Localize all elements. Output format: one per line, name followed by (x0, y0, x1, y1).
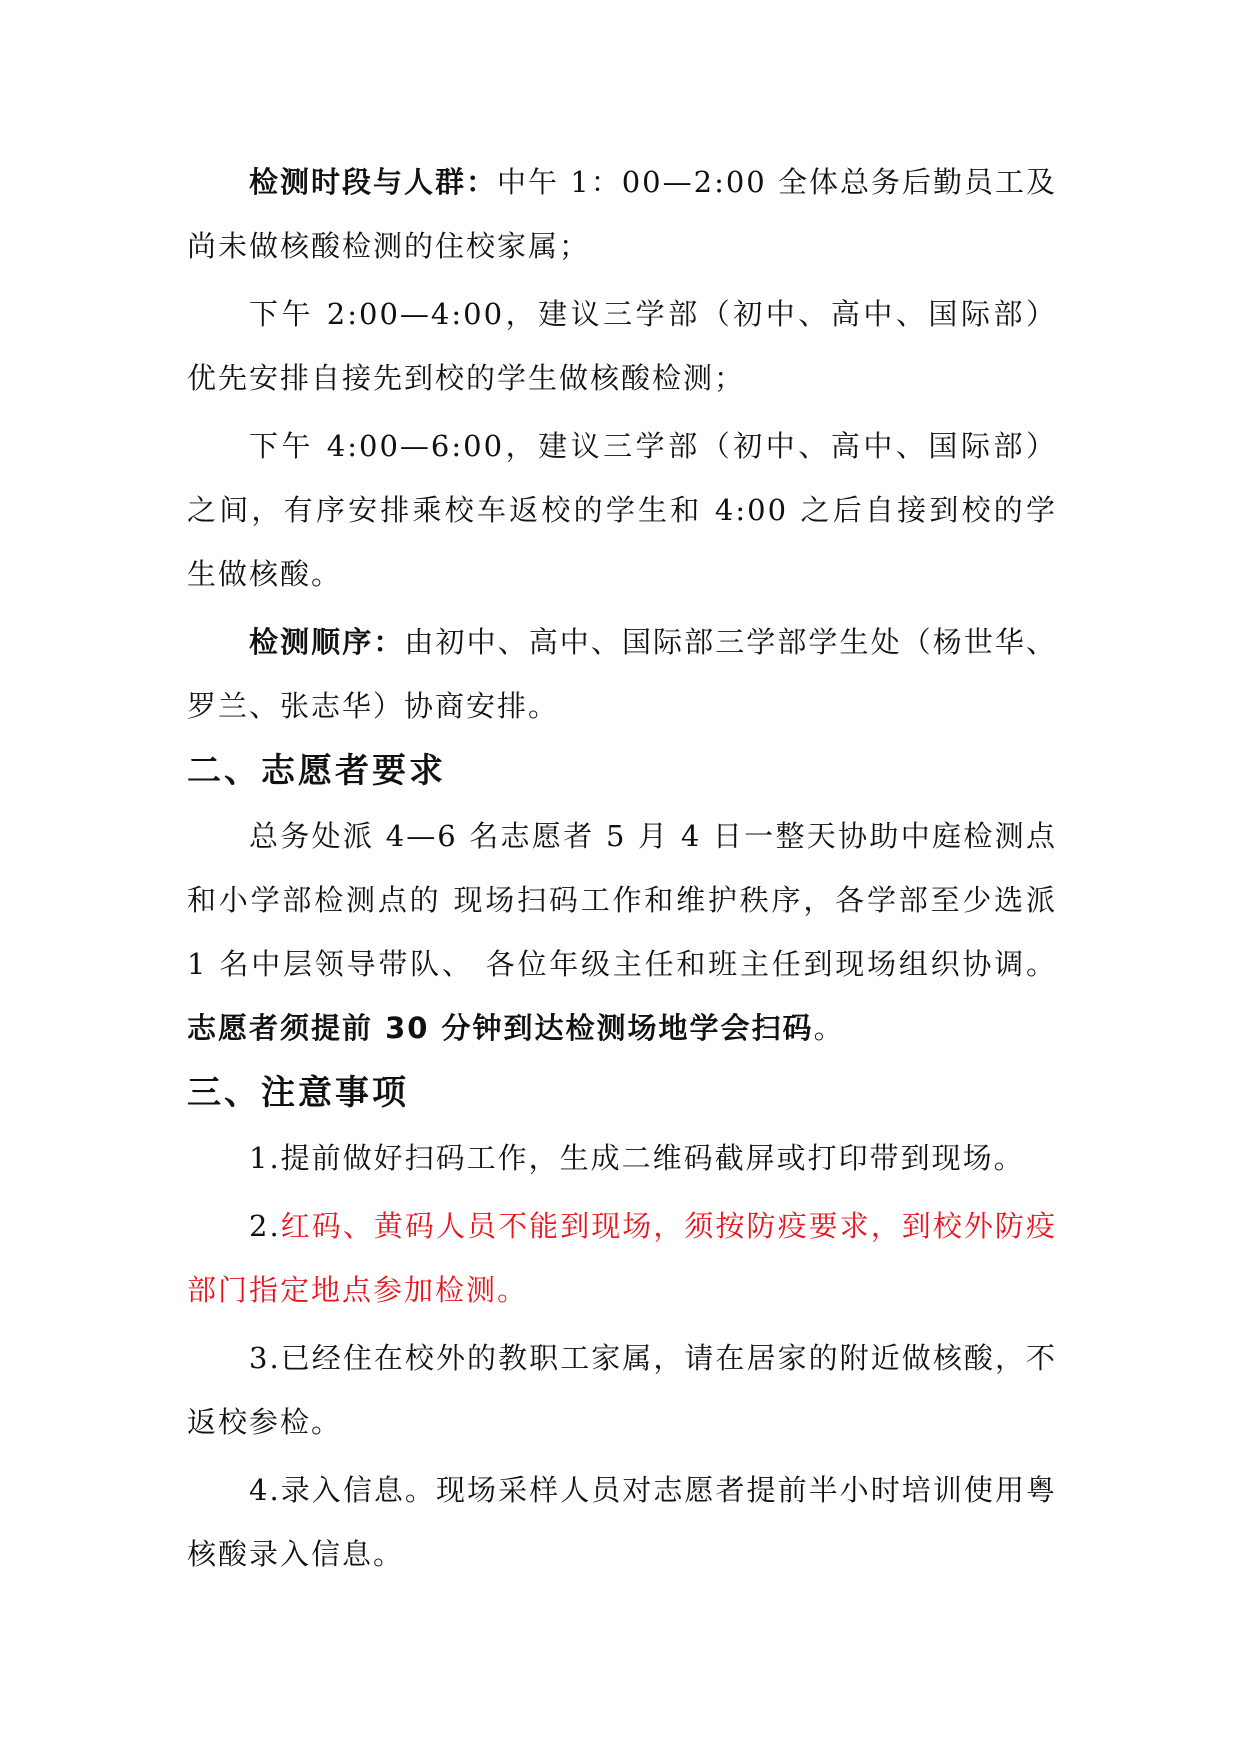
notice-item-2-warning: 红码、黄码人员不能到现场，须按防疫要求，到校外防疫部门指定地点参加检测。 (187, 1209, 1057, 1307)
notice-item-1: 1.提前做好扫码工作，生成二维码截屏或打印带到现场。 (249, 1141, 1025, 1175)
volunteer-bold-text: 志愿者须提前 30 分钟到达检测场地学会扫码 (187, 1011, 814, 1045)
document-body (187, 150, 1057, 1586)
section2-heading: 二、志愿者要求 (187, 751, 446, 791)
order-label: 检测顺序： (249, 625, 405, 659)
order-paragraph (187, 610, 1057, 738)
notice-item-4: 4.录入信息。现场采样人员对志愿者提前半小时培训使用粤核酸录入信息。 (187, 1473, 1057, 1571)
volunteer-paragraph (187, 804, 1057, 1060)
section3-heading: 三、注意事项 (187, 1073, 409, 1113)
volunteer-text: 总务处派 4—6 名志愿者 5 月 4 日一整天协助中庭检测点和小学部检测点的 现场扫码工作和维护秩序，各学部至少选派 1 名中层领导带队、 各位年级主任和班主任到现场组织协调。 (187, 819, 1057, 981)
slot3-paragraph: 下午 4:00—6:00，建议三学部（初中、高中、国际部）之间，有序安排乘校车返校的学生和 4:00 之后自接到校的学生做核酸。 (187, 429, 1057, 591)
schedule-label: 检测时段与人群： (249, 165, 498, 199)
slot2-paragraph: 下午 2:00—4:00，建议三学部（初中、高中、国际部）优先安排自接先到校的学生做核酸检测； (187, 297, 1057, 395)
order-text: 由初中、高中、国际部三学部学生处（杨世华、罗兰、张志华）协商安排。 (187, 625, 1057, 723)
notice-item-3: 3.已经住在校外的教职工家属，请在居家的附近做核酸，不返校参检。 (187, 1341, 1057, 1439)
schedule-text: 中午 1：00—2:00 全体总务后勤员工及尚未做核酸检测的住校家属； (187, 165, 1057, 263)
notice-item-2 (187, 1194, 1057, 1322)
volunteer-bold-tail: 。 (813, 1011, 845, 1045)
notice-item-2-number: 2. (249, 1209, 281, 1243)
schedule-paragraph (187, 150, 1057, 278)
